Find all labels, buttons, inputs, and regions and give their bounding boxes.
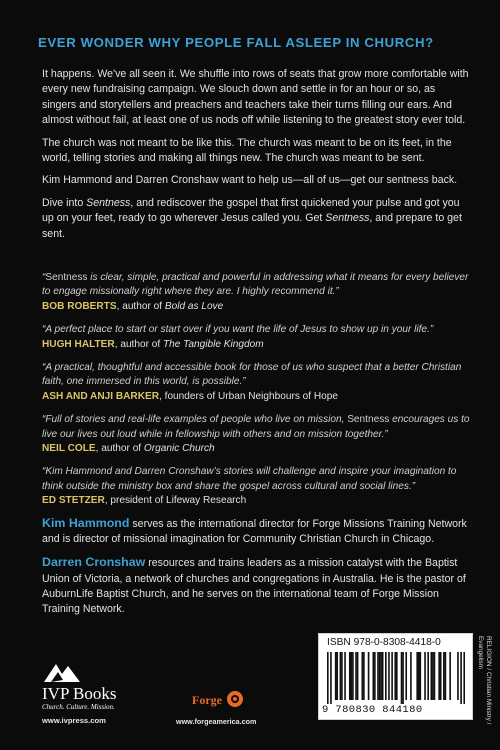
barcode-bar [336,652,338,700]
description-paragraph: Kim Hammond and Darren Cronshaw want to help us—all of us—get our sentness back. [42,174,458,187]
endorser-role: , author of [116,300,165,312]
barcode-bar [385,652,387,700]
barcode-bar [420,652,422,700]
text-run: , and rediscover the gospel that first quickened your pulse and got you up on your feet, ready to go wherever Jesus called you. Get [42,196,460,225]
barcode-bar [416,652,418,700]
endorser-role: , author of [95,443,144,455]
headline: EVER WONDER WHY PEOPLE FALL ASLEEP IN CHURCH? [38,35,434,50]
book-title: Sentness [86,196,131,209]
barcode-bar [396,652,398,700]
barcode-bar [388,652,390,700]
barcode-bar [340,652,342,700]
barcode-bar [362,652,364,700]
publisher-name: IVP Books [42,684,117,703]
author-bio [42,516,474,547]
ivp-flame-icon [42,660,82,684]
endorsement-attribution [42,300,472,314]
endorser-role: , founders of Urban Neighbours of Hope [159,390,339,402]
description-paragraph: It happens. We've all seen it. We shuffle into rows of seats that grow more comfortable with every new fundraising campaign. We slouch down and settle in for an hour or so, as singers and storytellers and preachers and teachers take their turns filling our ears. And almost without fail, at least one of us nods off while listening to the greatest story ever told. [42,68,469,127]
barcode-bar [460,652,462,704]
barcode-bar [380,652,382,700]
barcode-bar [357,652,359,700]
endorsement-text [42,271,472,300]
endorsement-attribution [42,442,472,456]
barcode-bar [438,652,440,700]
barcode-bar [449,652,451,700]
endorsement-attribution [42,494,472,508]
barcode-bar [434,652,436,700]
category-line: RELIGION / Christian Ministry / [485,636,492,725]
barcode-bar [363,652,365,700]
text-run: Dive into [42,196,87,209]
endorsements [42,271,472,518]
endorser-name: ED STETZER [42,495,105,507]
author-name: Kim Hammond [42,516,130,530]
barcode-bar [368,652,370,700]
barcode-bar [341,652,343,700]
description-paragraph [42,196,472,242]
endorsement [42,413,472,456]
barcode-bar [402,652,404,704]
endorser-name: HUGH HALTER [42,338,115,350]
endorser-role: , author of [114,338,163,350]
forge-name: Forge [192,693,222,707]
barcode-icon [327,652,465,704]
endorser-work: Organic Church [143,443,215,455]
author-bio [42,555,474,617]
barcode-bar [349,652,351,700]
barcode-number: 9 780830 844180 [322,704,423,716]
endorser-role: , president of Lifeway Research [104,495,247,507]
barcode-bar [401,652,403,704]
endorsement-text: “Kim Hammond and Darren Cronshaw’s stories will challenge and inspire your imagination to think outside the ministry box and share the gospel across cultural and social lines.” [42,466,457,492]
publisher-url: www.ivpress.com [42,716,106,725]
barcode-bar [327,652,329,704]
endorsement-attribution [42,390,472,404]
barcode-bar [344,652,346,700]
endorsement [42,361,472,404]
barcode-bar [445,652,447,700]
barcode-bar [463,652,465,704]
endorser-work: The Tangible Kingdom [162,338,264,350]
barcode-bar [418,652,420,700]
barcode-bar [443,652,445,700]
endorser-work: Bold as Love [164,300,224,312]
barcode-bar [405,652,407,700]
author-name: Darren Cronshaw [42,555,146,570]
barcode-bar [410,652,412,700]
bio-text: resources and trains leaders as a mission catalyst with the Baptist Union of Victoria, a network of churches and congregations in Australia. He is the pastor of AuburnLife Baptist Church, and he serves on the international team of Forge Mission Training Network. [42,557,466,616]
forge-emblem-icon [226,690,244,708]
barcode-bar [335,652,337,700]
description-paragraph: The church was not meant to be like this. The church was meant to be on its feet, in the world, telling stories and making all things new. The church was meant to be sent. [42,136,452,165]
publisher-tagline: Church. Culture. Mission. [42,703,115,711]
forge-logo [192,689,252,715]
endorsement-text [42,413,472,442]
endorsement-attribution [42,338,472,352]
barcode-bar [391,652,393,700]
endorser-name: ASH AND ANJI BARKER [42,390,160,402]
barcode-bar [431,652,433,700]
partner-url: www.forgeamerica.com [176,717,257,726]
isbn-barcode [318,633,473,720]
barcode-bar [427,652,429,700]
barcode-bar [394,652,396,700]
endorser-name: NEIL COLE [42,443,96,455]
barcode-bar [351,652,353,700]
endorsement [42,323,472,352]
barcode-bar [440,652,442,700]
barcode-bar [374,652,376,700]
endorsement-text: “A practical, thoughtful and accessible book for those of us who suspect that a better Christian faith, one immersed in this world, is possible.” [42,362,462,388]
barcode-bar [382,652,384,700]
endorsement [42,465,472,508]
barcode-bar [377,652,379,700]
text-run: “Full of stories and real-life examples of people who live on mission, [42,414,348,426]
text-run: , and prepare to get sent. [42,212,462,240]
bio-text: serves as the international director for Forge Missions Training Network and is director of missional imagination for Community Christian Church in Chicago. [42,518,467,546]
barcode-bar [432,652,434,700]
endorsement [42,271,472,314]
text-run: is clear, simple, practical and powerful in addressing what it means for every believer to engage missionally right where they are. I highly recommend it.” [42,272,469,298]
barcode-bar [379,652,381,700]
book-title: Sentness [45,272,88,283]
isbn-label: ISBN 978-0-8308-4418-0 [327,637,441,648]
bisac-category [476,636,492,724]
barcode-bar [355,652,357,700]
endorsement-text: “A perfect place to start or start over if you want the life of Jesus to show up in your life.” [42,324,434,336]
barcode-bar [372,652,374,700]
text-run: “ [42,272,46,283]
barcode-bar [352,652,354,700]
author-bios [42,516,474,625]
barcode-bar [330,652,332,704]
text-run: encourages us to live our lives out loud while in fellowship with others and on mission together.” [42,414,470,440]
ivp-books-logo [42,660,162,722]
barcode-bar [424,652,426,700]
category-line: Evangelism [477,636,484,670]
book-title: Sentness [347,414,390,426]
endorser-name: BOB ROBERTS [42,300,117,312]
book-title: Sentness [325,212,370,225]
description [42,67,472,249]
barcode-bar [457,652,459,700]
